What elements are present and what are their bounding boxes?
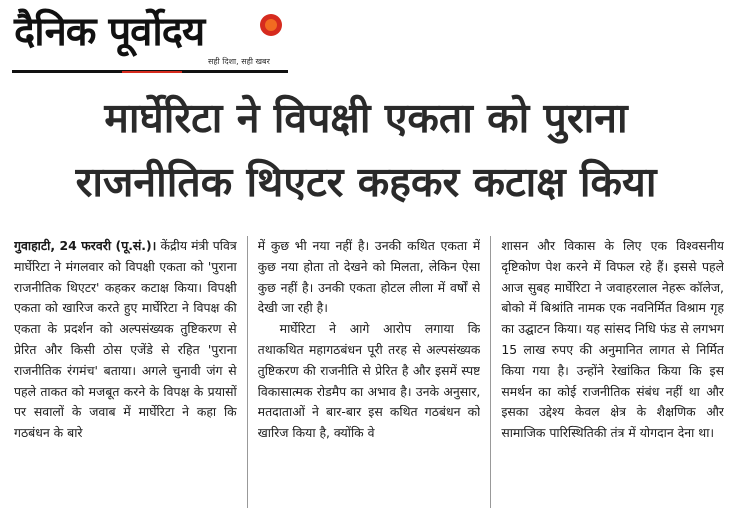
- headline: [10, 86, 722, 214]
- column-divider: [247, 236, 248, 508]
- column-3-text: शासन और विकास के लिए एक विश्वसनीय दृष्टिकोण पेश करने में विफल रहे हैं। इससे पहले आज सुबह मार्घेरिटा ने जवाहरलाल नेहरू कॉलेज, बोको में बिश्रांति नामक एक नवनिर्मित विश्राम गृह का उद्घाटन किया। यह सांसद निधि फंड से लगभग 15 लाख रुपए की अनुमानित लागत से निर्मित किया गया है। उन्होंने रेखांकित किया कि इस समर्थन का कोई राजनीतिक संबंध नहीं था और इसका उद्देश्य केवल क्षेत्र के शैक्षणिक और सामाजिक पारिस्थितिकी तंत्र में योगदान देना था।: [501, 238, 724, 441]
- tagline: सही दिशा, सही खबर: [208, 57, 270, 66]
- article-column-3: [501, 236, 724, 508]
- masthead-red-rule: [122, 71, 182, 73]
- column-2-paragraph-2: मार्घेरिटा ने आगे आरोप लगाया कि तथाकथित महागठबंधन पूरी तरह से अल्पसंख्यक तुष्टिकरण की राजनीति से प्रेरित है और इसमें स्पष्ट विकासात्मक रोडमैप का अभाव है। उनके अनुसार, मतदाताओं ने बार-बार इस कथित गठबंधन को खारिज किया है, क्योंकि वे: [257, 321, 481, 441]
- dateline: गुवाहाटी, 24 फरवरी (पू.सं.)।: [14, 238, 157, 253]
- column-2-paragraph-1: में कुछ भी नया नहीं है। उनकी कथित एकता में कुछ नया होता तो देखने को मिलता, लेकिन ऐसा कुछ नहीं है। उनकी एकता होटल लीला में वर्षों से देखी जा रही है।: [257, 238, 481, 316]
- article-column-1: [14, 236, 237, 508]
- headline-line-1: मार्घेरिटा ने विपक्षी एकता को पुराना: [104, 94, 628, 142]
- newspaper-logo: दैनिक पूर्वोदय: [14, 9, 205, 55]
- column-divider: [490, 236, 491, 508]
- article-body: [14, 236, 724, 508]
- column-1-text: केंद्रीय मंत्री पवित्र मार्घेरिटा ने मंगलवार को विपक्षी एकता को 'पुराना राजनीतिक थिएटर' कहकर कटाक्ष किया। विपक्षी एकता को खारिज करते हुए मार्घेरिटा ने विपक्ष की एकता के प्रदर्शन को अल्पसंख्यक तुष्टिकरण से प्रेरित और किसी ठोस एजेंडे से रहित 'पुराना राजनीतिक रंगमंच' बताया। अगले चुनावी जंग से पहले ताकत को मजबूत करने के विपक्ष के प्रयासों पर सवालों के जवाब में मार्घेरिटा ने कहा कि गठबंधन के बारे: [14, 238, 237, 441]
- article-column-2: [258, 236, 481, 508]
- sun-logo-icon: [260, 14, 282, 36]
- headline-line-2: राजनीतिक थिएटर कहकर कटाक्ष किया: [75, 158, 657, 206]
- masthead: [12, 6, 312, 76]
